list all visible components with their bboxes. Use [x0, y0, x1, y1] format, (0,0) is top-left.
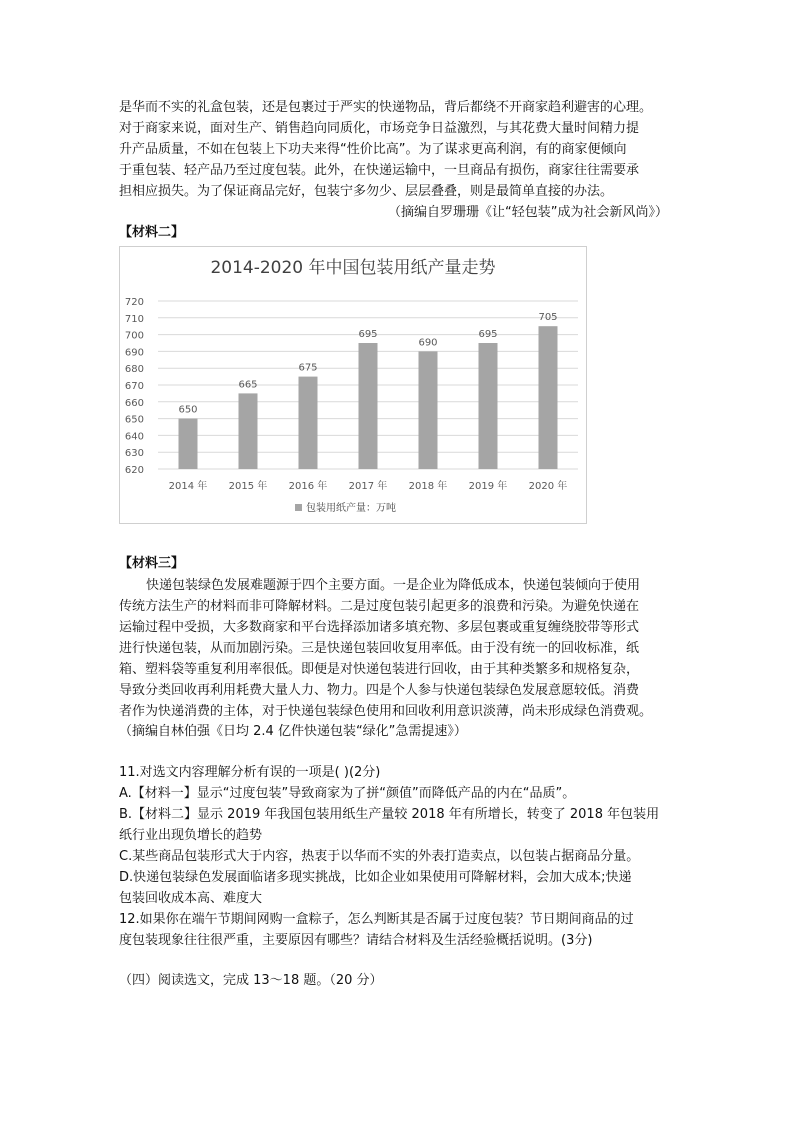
option-b-cont: 纸行业出现负增长的趋势 [119, 828, 263, 843]
option-a: A.【材料一】显示“过度包装”导致商家为了拼“颜值”而降低产品的内在“品质”。 [119, 786, 576, 801]
y-tick-label: 710 [124, 313, 144, 325]
chart-title: 2014-2020 年中国包装用纸产量走势 [210, 258, 496, 278]
data-label: 675 [298, 362, 318, 374]
bar [539, 326, 558, 469]
bar [419, 351, 438, 469]
legend-swatch [295, 504, 302, 511]
bar [359, 343, 378, 469]
material1-line: 于重包装、轻产品乃至过度包装。此外，在快递运输中，一旦商品有损伤，商家往往需要承 [119, 163, 640, 178]
y-tick-label: 650 [124, 414, 144, 426]
section-4-heading: （四）阅读选文，完成 13～18 题。（20 分） [119, 973, 383, 988]
x-tick-label: 2019 年 [468, 481, 508, 492]
material1-line: 升产品质量，不如在包装上下功夫来得“性价比高”。为了谋求更高利润，有的商家便倾向 [119, 142, 627, 157]
y-tick-label: 700 [124, 330, 144, 342]
question-12: 12.如果你在端午节期间网购一盒粽子，怎么判断其是否属于过度包装？节日期间商品的过 [119, 912, 634, 927]
material3-line: 传统方法生产的材料而非可降解材料。二是过度包装引起更多的浪费和污染。为避免快递在 [119, 599, 640, 614]
y-tick-label: 670 [124, 381, 144, 392]
option-b: B.【材料二】显示 2019 年我国包装用纸生产量较 2018 年有所增长，转变了 2018 年包装用 [119, 807, 660, 822]
bar-chart-svg [120, 247, 586, 523]
bar [299, 377, 318, 469]
material3-line: 导致分类回收再利用耗费大量人力、物力。四是个人参与快递包装绿色发展意愿较低。消费 [119, 683, 640, 698]
x-tick-label: 2016 年 [288, 481, 328, 492]
legend-label: 包装用纸产量：万吨 [306, 503, 396, 514]
material3-line: 快递包装绿色发展难题源于四个主要方面。一是企业为降低成本，快递包装倾向于使用 [146, 578, 641, 593]
material1-line: 对于商家来说，面对生产、销售趋向同质化，市场竞争日益激烈，与其花费大量时间精力提 [119, 121, 640, 136]
y-tick-label: 630 [124, 448, 144, 460]
material3-line: 进行快递包装，从而加剧污染。三是快递包装回收复用率低。由于没有统一的回收标准，纸 [119, 641, 640, 656]
data-label: 695 [358, 329, 378, 340]
material3-line: 运输过程中受损，大多数商家和平台选择添加诸多填充物、多层包裹或重复缠绕胶带等形式 [119, 620, 640, 635]
y-tick-label: 640 [124, 431, 144, 443]
material3-heading: 【材料三】 [119, 556, 185, 571]
bar [179, 419, 198, 469]
material3-line: 者作为快递消费的主体，对于快递包装绿色使用和回收利用意识淡薄，尚未形成绿色消费观。 [119, 704, 653, 719]
option-c: C.某些商品包装形式大于内容，热衷于以华而不实的外表打造卖点，以包装占据商品分量。 [119, 849, 640, 864]
x-tick-label: 2017 年 [348, 481, 388, 492]
x-tick-label: 2014 年 [168, 481, 208, 492]
data-label: 650 [178, 404, 198, 416]
material2-heading: 【材料二】 [119, 225, 185, 240]
data-label: 665 [238, 379, 258, 391]
bar [479, 343, 498, 469]
material1-line: 担相应损失。为了保证商品完好，包装宁多勿少、层层叠叠，则是最简单直接的办法。 [119, 184, 614, 199]
material3-source: （摘编自林伯强《日均 2.4 亿件快递包装“绿化”急需提速》） [119, 724, 467, 739]
x-tick-label: 2020 年 [528, 481, 568, 492]
x-tick-label: 2018 年 [408, 481, 448, 492]
question-12-cont: 度包装现象往往很严重，主要原因有哪些？请结合材料及生活经验概括说明。(3分) [119, 933, 593, 948]
paper-production-chart [119, 246, 587, 524]
material1-source: （摘编自罗珊珊《让“轻包装”成为社会新风尚》） [388, 205, 668, 220]
y-tick-label: 660 [124, 397, 144, 409]
material3-line: 箱、塑料袋等重复利用率很低。即便是对快递包装进行回收，由于其种类繁多和规格复杂， [119, 662, 640, 677]
option-d: D.快递包装绿色发展面临诸多现实挑战，比如企业如果使用可降解材料，会加大成本;快递 [119, 870, 632, 885]
question-11: 11.对选文内容理解分析有误的一项是( )(2分) [119, 765, 381, 780]
option-d-cont: 包装回收成本高、难度大 [119, 891, 263, 906]
data-label: 705 [538, 312, 558, 324]
bar [239, 393, 258, 469]
data-label: 695 [478, 329, 498, 340]
x-tick-label: 2015 年 [228, 481, 268, 492]
y-tick-label: 620 [124, 465, 144, 476]
y-tick-label: 690 [124, 347, 144, 359]
y-tick-label: 720 [124, 297, 144, 308]
material1-line: 是华而不实的礼盒包装，还是包裹过于严实的快递物品，背后都绕不开商家趋利避害的心理。 [119, 100, 653, 115]
data-label: 690 [418, 337, 438, 349]
y-tick-label: 680 [124, 364, 144, 376]
